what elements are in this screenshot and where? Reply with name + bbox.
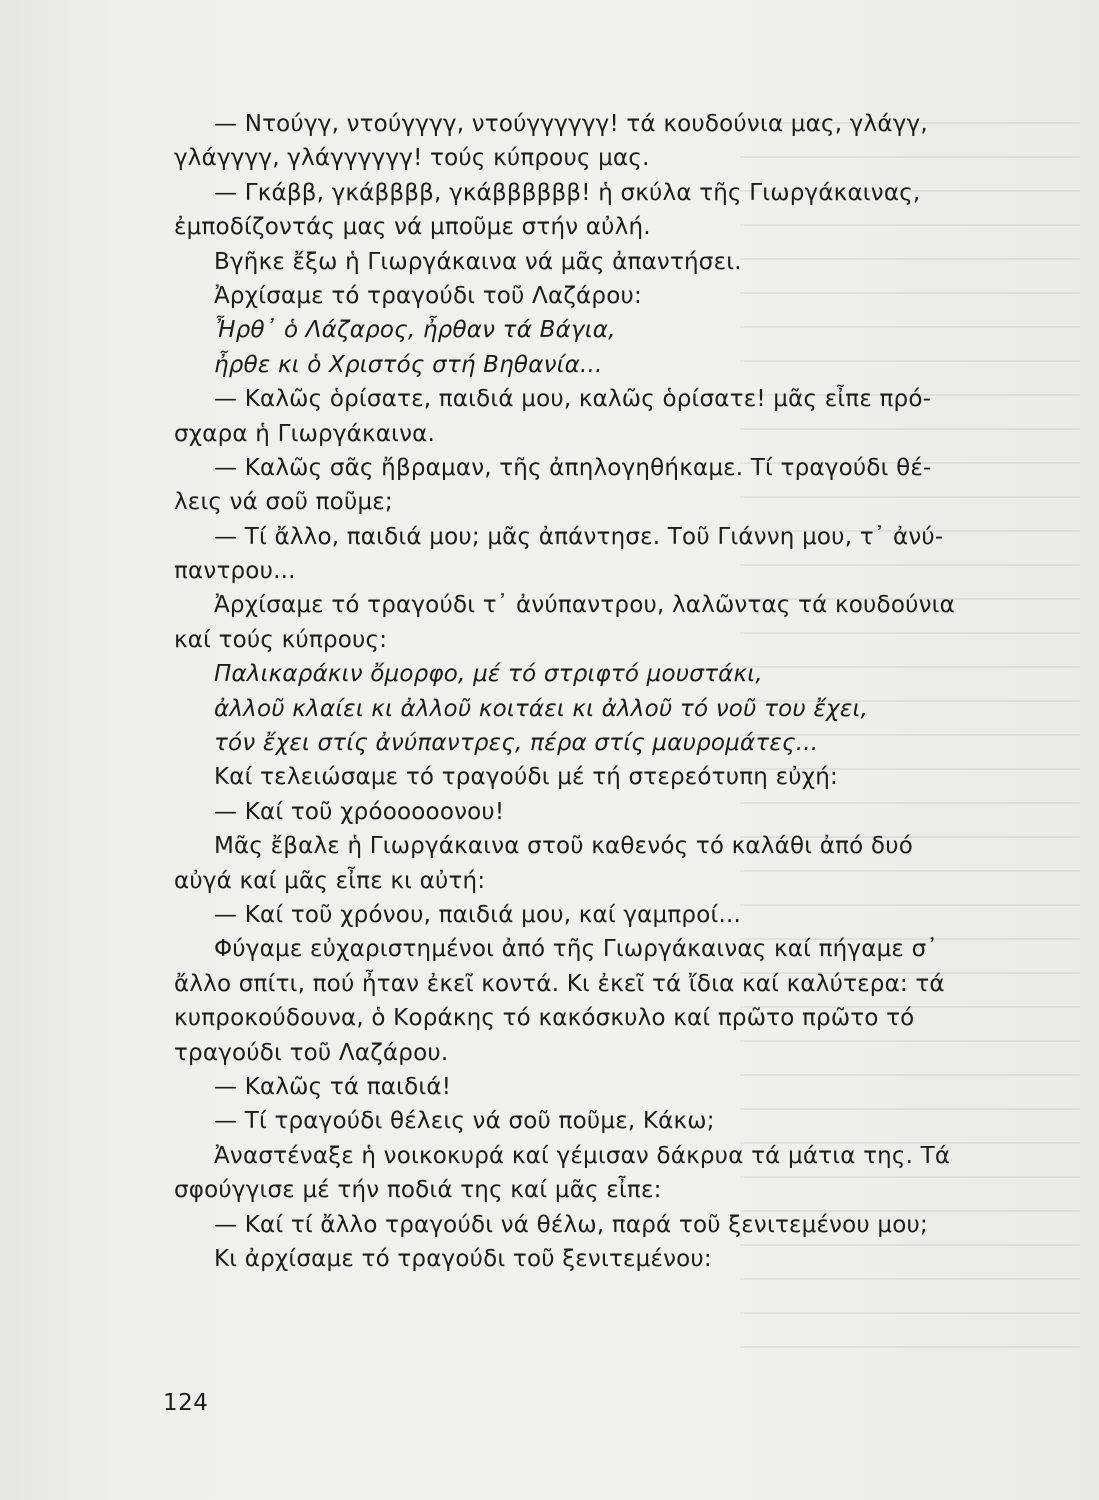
verse-line: Παλικαράκιν ὄμορφο, μέ τό στριφτό μουστάκι, [214, 661, 763, 688]
verse-line: ἦρθε κι ὁ Χριστός στή Βηθανία... [214, 351, 603, 378]
text-line: αὐγά καί μᾶς εἶπε κι αὐτή: [174, 867, 486, 894]
page-number: 124 [163, 1390, 209, 1416]
body-text [174, 107, 1034, 1276]
verse-line: τόν ἔχει στίς ἀνύπαντρες, πέρα στίς μαυρομάτες... [214, 730, 819, 757]
verse-line: ἀλλοῦ κλαίει κι ἀλλοῦ κοιτάει κι ἀλλοῦ τό νοῦ του ἔχει, [214, 695, 868, 722]
text-line: Φύγαμε εὐχαριστημένοι ἀπό τῆς Γιωργάκαινας καί πήγαμε σ᾽ [214, 936, 939, 963]
text-line: γλάγγγγ, γλάγγγγγγ! τούς κύπρους μας. [174, 145, 650, 172]
text-line: Κι ἀρχίσαμε τό τραγούδι τοῦ ξενιτεμένου: [214, 1245, 712, 1272]
text-line: Ἀρχίσαμε τό τραγούδι τοῦ Λαζάρου: [214, 282, 642, 309]
text-line: — Καλῶς σᾶς ἤβραμαν, τῆς ἀπηλογηθήκαμε. Τί τραγούδι θέ- [214, 454, 932, 481]
verse-line: Ἦρθ᾽ ὁ Λάζαρος, ἦρθαν τά Βάγια, [214, 317, 616, 344]
text-line: — Τί τραγούδι θέλεις νά σοῦ ποῦμε, Κάκω; [214, 1108, 715, 1135]
text-line: σχαρα ἡ Γιωργάκαινα. [174, 420, 436, 447]
text-line: — Καλῶς ὁρίσατε, παιδιά μου, καλῶς ὁρίσατε! μᾶς εἶπε πρό- [214, 386, 932, 413]
text-line: Μᾶς ἔβαλε ἡ Γιωργάκαινα στοῦ καθενός τό καλάθι ἀπό δυό [214, 833, 913, 860]
text-line: παντρου... [174, 558, 296, 585]
text-line: καί τούς κύπρους: [174, 626, 388, 653]
text-line: κυπροκούδουνα, ὁ Κοράκης τό κακόσκυλο καί πρῶτο πρῶτο τό [174, 1005, 915, 1032]
text-line: λεις νά σοῦ ποῦμε; [174, 489, 393, 516]
text-line: — Καί τί ἄλλο τραγούδι νά θέλω, παρά τοῦ ξενιτεμένου μου; [214, 1211, 928, 1238]
text-line: Ἀναστέναξε ἡ νοικοκυρά καί γέμισαν δάκρυα τά μάτια της. Τά [214, 1142, 951, 1169]
text-line: — Γκάββ, γκάββββ, γκάββββββ! ἡ σκύλα τῆς Γιωργάκαινας, [214, 179, 921, 206]
text-line: — Καί τοῦ χρόοοοοονου! [214, 798, 505, 825]
text-line: Ἀρχίσαμε τό τραγούδι τ᾽ ἀνύπαντρου, λαλῶντας τά κουδούνια [214, 592, 955, 619]
text-line: τραγούδι τοῦ Λαζάρου. [174, 1039, 449, 1066]
text-line: — Ντούγγ, ντούγγγγ, ντούγγγγγγ! τά κουδούνια μας, γλάγγ, [214, 111, 928, 137]
text-line: — Καλῶς τά παιδιά! [214, 1073, 452, 1100]
text-line: — Καί τοῦ χρόνου, παιδιά μου, καί γαμπροί... [214, 901, 741, 928]
text-line: ἄλλο σπίτι, πού ἦταν ἐκεῖ κοντά. Κι ἐκεῖ τά ἴδια καί καλύτερα: τά [174, 970, 945, 997]
text-line: Καί τελειώσαμε τό τραγούδι μέ τή στερεότυπη εὐχή: [214, 764, 838, 791]
text-line: — Τί ἄλλο, παιδιά μου; μᾶς ἀπάντησε. Τοῦ Γιάννη μου, τ᾽ ἀνύ- [214, 523, 944, 550]
text-line: σφούγγισε μέ τήν ποδιά της καί μᾶς εἶπε: [174, 1177, 662, 1204]
text-line: ἐμποδίζοντάς μας νά μποῦμε στήν αὐλή. [174, 214, 651, 241]
text-line: Βγῆκε ἔξω ἡ Γιωργάκαινα νά μᾶς ἀπαντήσει. [214, 248, 742, 275]
